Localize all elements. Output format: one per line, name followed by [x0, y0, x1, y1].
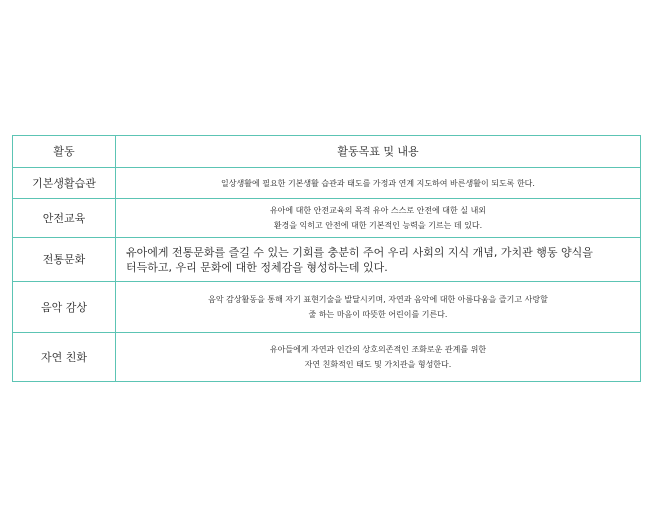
table-row	[13, 333, 641, 382]
description-line: 자연 친화적인 태도 및 가치관을 형성한다.	[304, 360, 452, 369]
description-line: 음악 감상활동을 통해 자기 표현기술을 발달시키며, 자연과 음악에 대한 아름다움을 즐기고 사랑할	[208, 295, 548, 304]
activity-name: 자연 친화	[13, 333, 116, 382]
table-row	[13, 199, 641, 238]
description-line: 터득하고, 우리 문화에 대한 정체감을 형성하는데 있다.	[126, 260, 388, 274]
activity-description	[116, 199, 641, 238]
activity-table-container	[12, 135, 640, 382]
table-header-row	[13, 136, 641, 168]
table-row	[13, 238, 641, 282]
description-line: 일상생활에 필요한 기본생활 습관과 태도를 가정과 연계 지도하여 바른생활이 되도록 한다.	[221, 178, 535, 188]
description-line: 줄 하는 마음이 따뜻한 어린이를 기른다.	[308, 310, 448, 319]
activity-name: 음악 감상	[13, 282, 116, 333]
description-line: 유아에게 전통문화를 즐길 수 있는 기회를 충분히 주어 우리 사회의 지식 개념, 가치관 행동 양식을	[126, 245, 593, 259]
activity-table	[12, 135, 641, 382]
activity-description	[116, 238, 641, 282]
header-activity: 활동	[13, 136, 116, 168]
activity-name: 기본생활습관	[13, 168, 116, 199]
description-line: 유아들에게 자연과 인간의 상호의존적인 조화로운 관계를 위한	[269, 345, 487, 354]
table-row	[13, 168, 641, 199]
activity-description	[116, 333, 641, 382]
activity-description	[116, 168, 641, 199]
activity-name: 안전교육	[13, 199, 116, 238]
activity-name: 전통문화	[13, 238, 116, 282]
description-line: 유아에 대한 안전교육의 목적 유아 스스로 안전에 대한 실 내외	[269, 206, 487, 215]
description-line: 환경을 익히고 안전에 대한 기본적인 능력을 기르는 데 있다.	[273, 221, 483, 230]
table-row	[13, 282, 641, 333]
activity-description	[116, 282, 641, 333]
header-goal: 활동목표 및 내용	[116, 136, 641, 168]
